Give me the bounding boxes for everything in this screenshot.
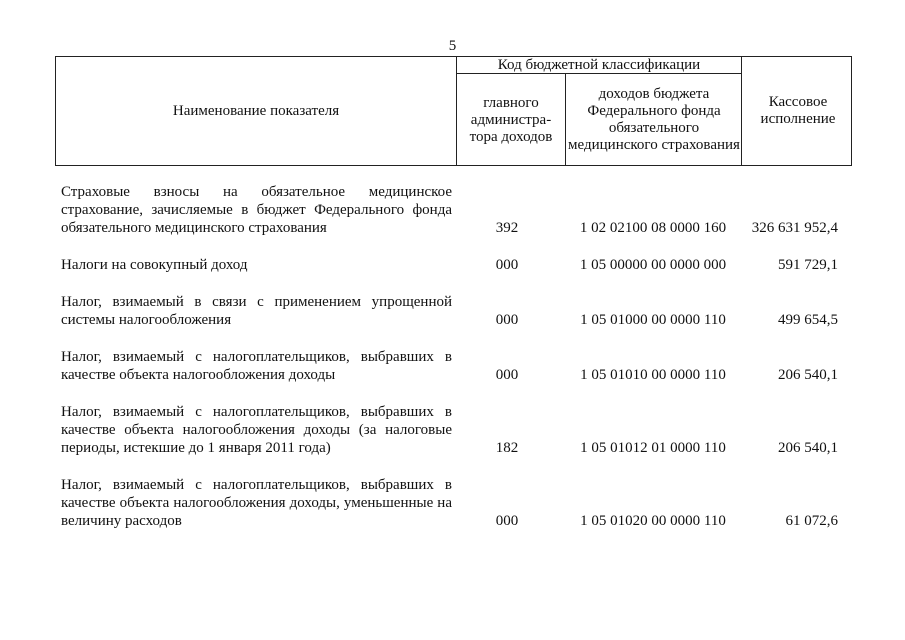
row-budget-code: 1 05 01010 00 0000 110 — [580, 367, 726, 383]
row-admin-code: 000 — [495, 312, 519, 328]
row-admin-code: 000 — [495, 367, 519, 383]
row-admin-code: 182 — [495, 440, 519, 456]
row-name: Налог, взимаемый с налогоплательщиков, выбравших в качестве объекта налогообложения доходы — [61, 349, 452, 383]
table-row — [0, 476, 905, 530]
row-budget-code: 1 05 01012 01 0000 110 — [580, 440, 726, 456]
page-number: 5 — [448, 38, 457, 54]
row-budget-code: 1 02 02100 08 0000 160 — [579, 220, 727, 236]
row-name: Налоги на совокупный доход — [61, 257, 248, 273]
row-amount: 591 729,1 — [778, 257, 838, 273]
row-amount: 61 072,6 — [785, 513, 838, 529]
table-row — [0, 256, 905, 274]
row-amount: 206 540,1 — [778, 440, 838, 456]
header-divider — [565, 74, 566, 165]
table-header — [55, 56, 852, 166]
header-name-column: Наименование показателя — [172, 102, 340, 119]
table-row — [0, 403, 905, 457]
table-row — [0, 348, 905, 384]
row-name: Страховые взносы на обязательное медицинское страхование, зачисляемые в бюджет Федерального фонда обязательного медицинского страхования — [61, 184, 452, 236]
row-name: Налог, взимаемый с налогоплательщиков, выбравших в качестве объекта налогообложения доходы, уменьшенные на величину расходов — [61, 477, 452, 529]
row-admin-code: 000 — [495, 513, 519, 529]
row-name: Налог, взимаемый в связи с применением упрощенной системы налогообложения — [61, 294, 452, 328]
row-amount: 206 540,1 — [778, 367, 838, 383]
header-budget-code-group: Код бюджетной классификации — [497, 56, 701, 73]
row-budget-code: 1 05 01000 00 0000 110 — [580, 312, 726, 328]
table-row — [0, 293, 905, 329]
header-revenue-column: доходов бюджета Федерального фонда обязательного медицинского страхования — [568, 86, 740, 153]
header-admin-column: главного администра-тора доходов — [469, 94, 553, 145]
header-divider — [741, 57, 742, 165]
row-admin-code: 000 — [495, 257, 519, 273]
row-admin-code: 392 — [495, 220, 519, 236]
row-amount: 499 654,5 — [778, 312, 838, 328]
row-name: Налог, взимаемый с налогоплательщиков, выбравших в качестве объекта налогообложения доходы (за налоговые периоды, истекшие до 1 января 2011 года) — [61, 404, 452, 456]
row-budget-code: 1 05 00000 00 0000 000 — [579, 257, 727, 273]
row-amount: 326 631 952,4 — [751, 220, 838, 236]
table-row — [0, 183, 905, 237]
header-exec-column: Кассовое исполнение — [760, 94, 836, 127]
row-budget-code: 1 05 01020 00 0000 110 — [580, 513, 726, 529]
